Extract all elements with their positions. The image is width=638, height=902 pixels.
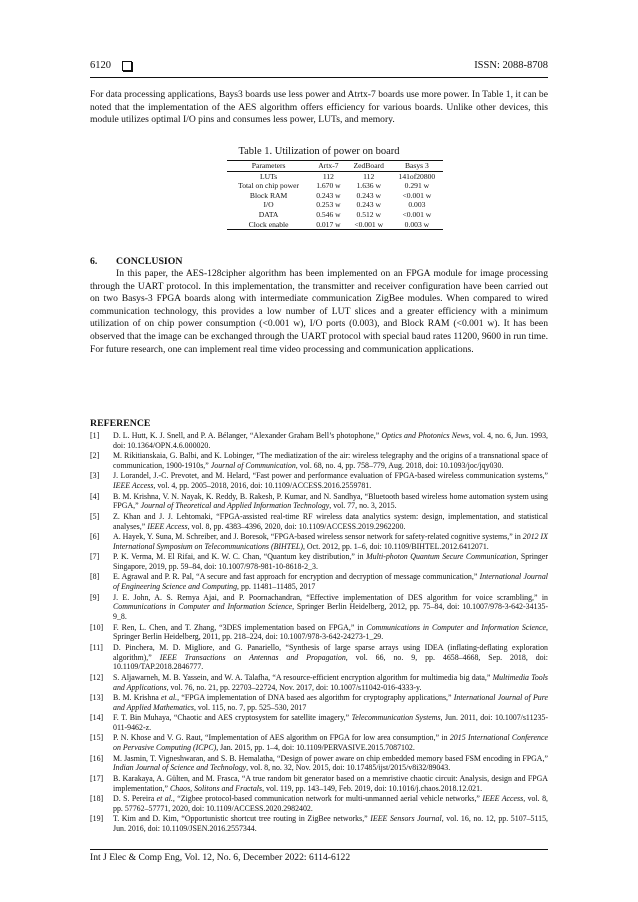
reference-number: [2] bbox=[90, 451, 100, 461]
table-cell: <0.001 w bbox=[402, 209, 432, 219]
table-cell: 0.253 w bbox=[316, 200, 341, 210]
table-cell: Clock enable bbox=[227, 220, 310, 230]
reference-number: [11] bbox=[90, 642, 103, 652]
reference-text: P. K. Verma, M. El Rifai, and K. W. C. Chan, “Quantum key distribution,” in bbox=[113, 552, 367, 562]
intro-paragraph: For data processing applications, Bays3 boards use less power and Atrtx-7 boards use more power. In Table 1, it can be noted that the implementation of the AES algorithm offers efficiency for various boards. Unlike other devices, this module utilizes optimal I/O pins and consumes less power, LUTs, and memory. bbox=[90, 89, 548, 126]
table-header-row bbox=[227, 161, 443, 172]
page-number: 6120 bbox=[90, 60, 111, 71]
square-icon bbox=[122, 61, 132, 71]
table-cell: Block RAM bbox=[249, 190, 288, 200]
reference-item bbox=[90, 774, 548, 794]
reference-text: B. Karakaya, A. Gülten, and M. Frasca, “A true random bit generator based on a memristive chaotic circuit: Analysis, design and FPGA implementation,” bbox=[113, 773, 548, 793]
table-cell: 112 bbox=[363, 171, 375, 181]
footer-divider bbox=[90, 849, 548, 850]
reference-etal: et al. bbox=[156, 793, 173, 803]
table-row bbox=[227, 210, 443, 220]
reference-text: D. L. Hutt, K. J. Snell, and P. A. Bélanger, “Alexander Graham Bell’s photophone,” bbox=[113, 431, 382, 440]
power-utilization-table bbox=[227, 160, 443, 230]
reference-item bbox=[90, 794, 548, 814]
reference-text: M. Jasmin, T. Vigneshwaran, and S. B. Hemalatha, “Design of power aware on chip embedded memory based FSM encoding in FPGA,” bbox=[113, 753, 548, 763]
reference-text: , vol. 77, no. 3, 2015. bbox=[329, 501, 397, 511]
section-heading bbox=[90, 256, 182, 267]
reference-number: [15] bbox=[90, 733, 104, 743]
reference-venue: Indian Journal of Science and Technology bbox=[113, 763, 247, 773]
reference-text: , Springer Berlin Heidelberg, 2011, pp. 218–224, doi: 10.1007/978-3-642-24273-1_29. bbox=[113, 622, 548, 642]
reference-item bbox=[90, 431, 548, 451]
reference-text: , vol. 8, no. 32, Nov. 2015, doi: 10.17485/ijst/2015/v8i32/89043. bbox=[246, 763, 451, 773]
reference-venue: Communications in Computer and Information Science bbox=[113, 602, 293, 612]
conclusion-paragraph: In this paper, the AES-128cipher algorithm has been implemented on an FPGA module for image processing through the UART protocol. In this implementation, the transmitter and receiver configuration have been carried out on two Basys-3 FPGA boards along with intermediate communication ZigBee modules. When compared to wired communication technology, this provides a low number of LUT slices and a greater efficiency with a minimum utilization of on chip power consumption (<0.001 w), I/O ports (0.003), and Block RAM (<0.001 w). It has been observed that the image can be exchanged through the UART protocol with special baud rates 11200, 9600 in run time. For future research, one can implement real time video processing and communication applications. bbox=[90, 268, 548, 355]
reference-text: P. N. Khose and V. G. Raut, “Implementation of AES algorithm on FPGA for low area consumption,” in bbox=[113, 733, 450, 743]
section-number: 6. bbox=[90, 256, 98, 267]
table-cell: 0.243 w bbox=[316, 190, 341, 200]
reference-item bbox=[90, 733, 548, 753]
reference-text: , pp. 11481–11485, 2017 bbox=[237, 582, 316, 592]
table-header-cell: Basys 3 bbox=[391, 161, 443, 172]
reference-venue: Journal of Theoretical and Applied Information Technology bbox=[140, 501, 330, 511]
reference-venue: International Journal of Engineering Science and Computing bbox=[113, 572, 548, 592]
reference-venue: IEEE Sensors Journal bbox=[370, 814, 442, 824]
reference-number: [12] bbox=[90, 672, 104, 682]
reference-venue: IEEE Access bbox=[482, 793, 524, 803]
reference-text: B. M. Krishna bbox=[113, 692, 162, 702]
table-header-cell: Artx-7 bbox=[310, 161, 347, 172]
header-divider bbox=[90, 77, 548, 78]
reference-item bbox=[90, 471, 548, 491]
reference-number: [10] bbox=[90, 622, 104, 632]
reference-venue: Chaos, Solitons and Fractals bbox=[169, 783, 263, 793]
table-cell: 1.670 w bbox=[316, 181, 341, 191]
reference-venue: IEEE Transactions on Antennas and Propagation bbox=[159, 652, 346, 662]
issn: ISSN: 2088-8708 bbox=[474, 60, 548, 71]
reference-text: A. Hayek, Y. Suna, M. Schreiber, and J. Boresok, “FPGA-based wireless sensor network for safety-related cognitive systems,” in bbox=[113, 531, 523, 541]
reference-text: F. T. Bin Muhaya, “Chaotic and AES cryptosystem for satellite imagery,” bbox=[113, 713, 352, 723]
reference-text: E. Agrawal and P. R. Pal, “A secure and fast approach for encryption and decryption of message communication,” bbox=[113, 572, 480, 582]
reference-number: [6] bbox=[90, 531, 100, 541]
reference-text: , Jan. 2015, pp. 1–4, doi: 10.1109/PERVASIVE.2015.7087102. bbox=[216, 743, 415, 753]
reference-item bbox=[90, 532, 548, 552]
table-header-cell: ZedBoard bbox=[347, 161, 391, 172]
table-row bbox=[227, 220, 443, 230]
reference-text: , vol. 4, no. 6, Jun. 1993, doi: 10.1364/OPN.4.6.000020. bbox=[113, 431, 548, 450]
reference-text: F. Ren, L. Chen, and T. Zhang, “3DES implementation based on FPGA,” in bbox=[113, 622, 367, 632]
reference-number: [14] bbox=[90, 713, 104, 723]
table-row bbox=[227, 181, 443, 191]
reference-venue: 2015 International Conference on Pervasive Computing (ICPC) bbox=[113, 733, 548, 753]
reference-number: [17] bbox=[90, 773, 104, 783]
table-cell: 112 bbox=[322, 171, 334, 181]
reference-venue: Optics and Photonics News bbox=[381, 431, 469, 440]
reference-number: [19] bbox=[90, 814, 104, 824]
reference-text: D. Pinchera, M. D. Migliore, and G. Panariello, “Synthesis of large sparse arrays using IDEA (inflating-deflating exploration algorithm),” bbox=[113, 642, 548, 662]
table-cell: Total on chip power bbox=[238, 181, 299, 191]
reference-text: , vol. 68, no. 4, pp. 758–779, Aug. 2018, doi: 10.1093/joc/jqy030. bbox=[295, 461, 504, 471]
table-cell: DATA bbox=[258, 209, 279, 219]
reference-venue: Communications in Computer and Information Science bbox=[366, 622, 547, 632]
page-footer: Int J Elec & Comp Eng, Vol. 12, No. 6, December 2022: 6114-6122 bbox=[90, 852, 351, 863]
reference-venue: Telecommunication Systems bbox=[351, 713, 441, 723]
table-cell: 0.243 w bbox=[356, 200, 381, 210]
reference-venue: Journal of Communication bbox=[210, 461, 296, 471]
reference-text: , vol. 115, no. 7, pp. 525–530, 2017 bbox=[193, 702, 307, 712]
reference-text: Z. Khan and J. J. Lehtomaki, “FPGA-assisted real-time RF wireless data analytics system: design, implementation, and statistical analyses,” bbox=[113, 511, 548, 531]
reference-item bbox=[90, 814, 548, 834]
table-cell: 0.512 w bbox=[356, 209, 381, 219]
references-heading: REFERENCE bbox=[90, 418, 151, 429]
reference-text: , Springer Singapore, 2019, pp. 59–84, doi: 10.1007/978-981-10-8618-2_3. bbox=[113, 552, 548, 571]
table-row bbox=[227, 171, 443, 181]
reference-list bbox=[90, 431, 548, 834]
reference-text: M. Rikitianskaia, G. Balbi, and K. Lobinger, “The mediatization of the air: wireless telegraphy and the origins of a transnational space of communication, 1900-1910s,” bbox=[113, 451, 548, 471]
reference-item bbox=[90, 492, 548, 512]
reference-venue: International Journal of Pure and Applied Mathematics bbox=[113, 692, 549, 712]
table-cell: LUTs bbox=[259, 171, 278, 181]
reference-venue: IEEE Access bbox=[147, 521, 188, 531]
reference-item bbox=[90, 552, 548, 572]
reference-text: D. S. Pereira bbox=[113, 793, 157, 803]
reference-text: , Oct. 2012, pp. 1–6, doi: 10.1109/BIHTEL.2012.6412071. bbox=[302, 541, 489, 551]
table-row bbox=[227, 200, 443, 210]
table-header-cell: Parameters bbox=[227, 161, 310, 172]
reference-etal: et al. bbox=[161, 692, 178, 702]
table-cell: <0.001 w bbox=[402, 190, 432, 200]
reference-venue: Multimedia Tools and Applications bbox=[113, 672, 549, 692]
table-cell: 141of20800 bbox=[398, 171, 436, 181]
reference-item bbox=[90, 451, 548, 471]
reference-text: J. E. John, A. S. Remya Ajai, and P. Poornachandran, “Effective implementation of DES algorithm for voice scrambling,” in bbox=[113, 592, 548, 602]
reference-text: B. M. Krishna, V. N. Nayak, K. Reddy, B. Rakesh, P. Kumar, and N. Sandhya, “Bluetooth based wireless home automation system using FPGA,” bbox=[113, 491, 548, 511]
reference-number: [3] bbox=[90, 471, 100, 481]
table-cell: 0.546 w bbox=[316, 209, 341, 219]
section-title: CONCLUSION bbox=[116, 256, 183, 267]
reference-text: J. Lorandel, J.-C. Prevotet, and M. Helard, “Fast power and performance evaluation of FPGA-based wireless communication systems,” bbox=[113, 471, 548, 481]
reference-number: [18] bbox=[90, 793, 104, 803]
reference-text: , “Zigbee protocol-based communication network for multi-unmanned aerial vehicle networks,” bbox=[172, 793, 483, 803]
reference-text: , “FPGA implementation of DNA based aes algorithm for cryptography applications,” bbox=[177, 692, 454, 702]
reference-text: , vol. 119, pp. 143–149, Feb. 2019, doi: 10.1016/j.chaos.2018.12.021. bbox=[262, 783, 483, 793]
table-caption: Table 1. Utilization of power on board bbox=[238, 146, 400, 157]
table-cell: 0.003 w bbox=[391, 220, 443, 230]
reference-item bbox=[90, 572, 548, 592]
reference-number: [4] bbox=[90, 491, 100, 501]
reference-number: [9] bbox=[90, 592, 100, 602]
reference-venue: 2012 IX International Symposium on Telecommunications (BIHTEL) bbox=[113, 531, 549, 551]
reference-item bbox=[90, 754, 548, 774]
reference-venue: IEEE Access bbox=[113, 481, 154, 491]
reference-number: [8] bbox=[90, 572, 100, 582]
table-cell: 0.017 w bbox=[310, 220, 347, 230]
table-cell: 0.003 bbox=[408, 200, 426, 210]
reference-text: , vol. 66, no. 9, pp. 4658–4668, Sep. 2018, doi: 10.1109/TAP.2018.2846777. bbox=[113, 652, 548, 672]
reference-item bbox=[90, 693, 548, 713]
reference-item bbox=[90, 623, 548, 643]
reference-text: , vol. 8, pp. 4383–4396, 2020, doi: 10.1109/ACCESS.2019.2962200. bbox=[187, 521, 406, 531]
reference-venue: Multi-photon Quantum Secure Communication bbox=[366, 552, 517, 562]
page-header bbox=[90, 60, 548, 76]
reference-number: [5] bbox=[90, 511, 100, 521]
reference-text: , vol. 8, pp. 57762–57771, 2020, doi: 10.1109/ACCESS.2020.2982402. bbox=[113, 793, 548, 813]
reference-item bbox=[90, 643, 548, 673]
table-cell: 0.291 w bbox=[404, 181, 430, 191]
table-cell: I/O bbox=[263, 200, 274, 210]
reference-text: , vol. 4, pp. 2005–2018, 2016, doi: 10.1109/ACCESS.2016.2559781. bbox=[153, 481, 372, 491]
reference-number: [7] bbox=[90, 552, 100, 562]
reference-text: S. Aljawarneh, M. B. Yassein, and W. A. Talafha, “A resource-efficient encryption algorithm for multimedia big data,” bbox=[113, 672, 493, 682]
table-cell: <0.001 w bbox=[347, 220, 391, 230]
reference-text: , vol. 16, no. 12, pp. 5107–5115, Jun. 2016, doi: 10.1109/JSEN.2016.2557344. bbox=[113, 814, 548, 833]
reference-number: [1] bbox=[90, 431, 100, 440]
table-cell: 0.243 w bbox=[356, 190, 381, 200]
reference-item bbox=[90, 713, 548, 733]
reference-item bbox=[90, 512, 548, 532]
table-cell: 1.636 w bbox=[356, 181, 381, 191]
reference-number: [13] bbox=[90, 692, 104, 702]
reference-item bbox=[90, 593, 548, 623]
reference-text: T. Kim and D. Kim, “Opportunistic shortcut tree routing in ZigBee networks,” bbox=[113, 814, 371, 824]
reference-text: , Springer Berlin Heidelberg, 2012, pp. 75–84, doi: 10.1007/978-3-642-34135-9_8. bbox=[113, 602, 548, 622]
reference-text: , vol. 76, no. 21, pp. 22703–22724, Nov. 2017, doi: 10.1007/s11042-016-4333-y. bbox=[166, 682, 422, 692]
table-row bbox=[227, 191, 443, 201]
reference-number: [16] bbox=[90, 753, 104, 763]
reference-item bbox=[90, 673, 548, 693]
reference-text: , Jun. 2011, doi: 10.1007/s11235-011-9462-z. bbox=[113, 713, 548, 732]
